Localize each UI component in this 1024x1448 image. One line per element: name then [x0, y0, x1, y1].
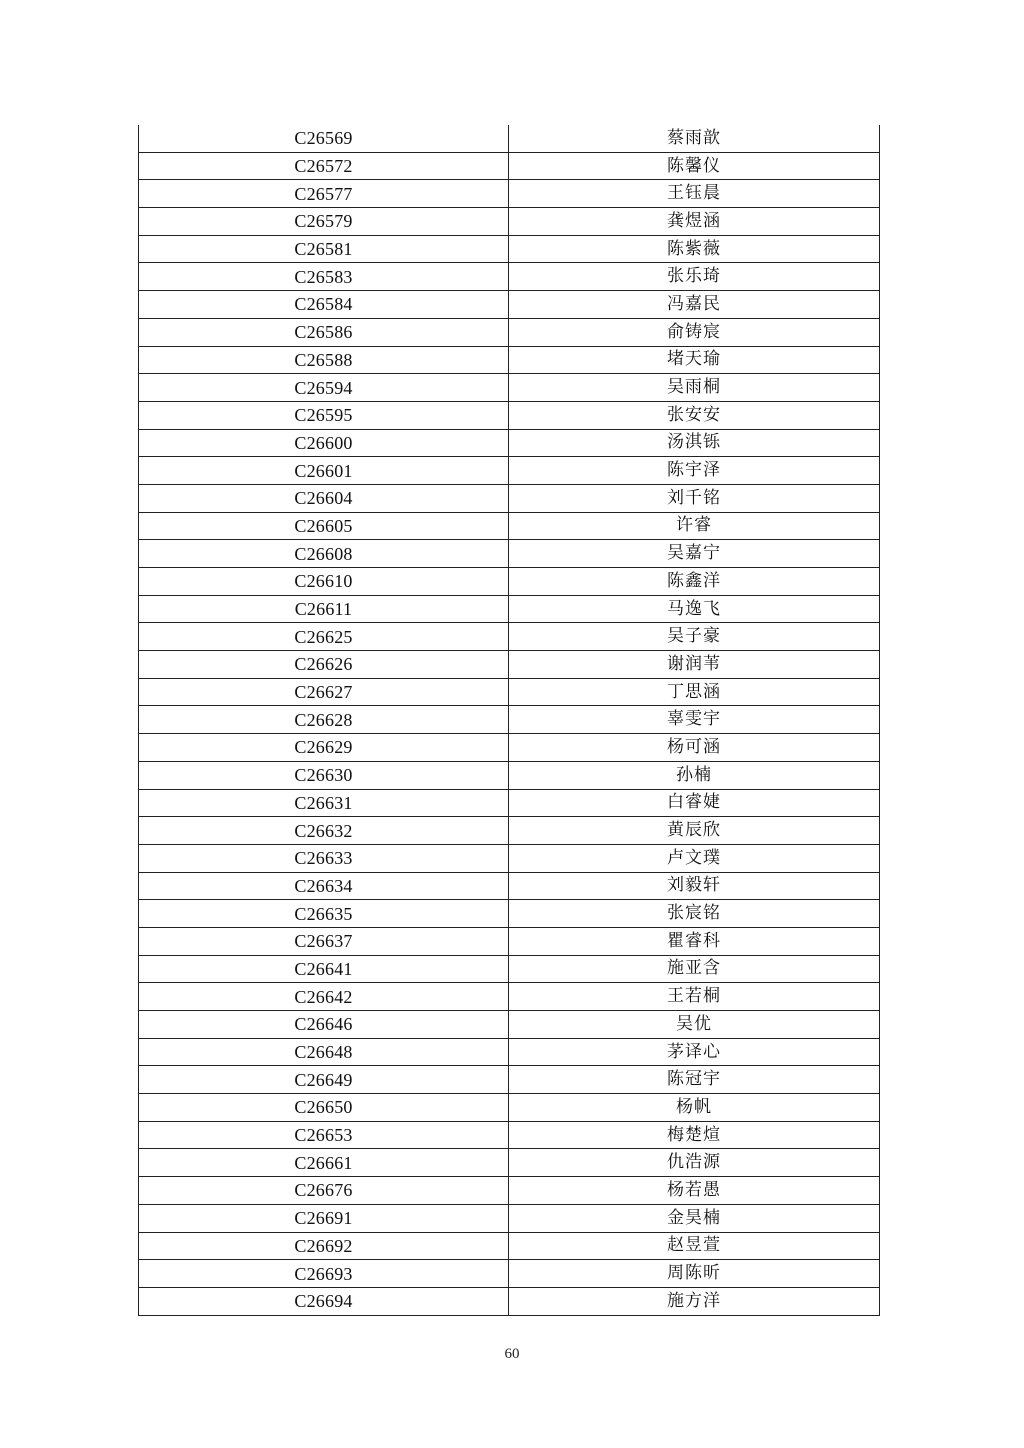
- candidate-id-cell: C26601: [139, 457, 509, 485]
- candidate-id-cell: C26579: [139, 208, 509, 236]
- candidate-name-cell: 黄辰欣: [509, 817, 880, 845]
- table-row: [139, 457, 880, 485]
- candidate-id-cell: C26577: [139, 180, 509, 208]
- candidate-name-cell: 张宸铭: [509, 900, 880, 928]
- candidate-id-cell: C26586: [139, 318, 509, 346]
- table-row: [139, 208, 880, 236]
- table-row: [139, 429, 880, 457]
- candidate-id-cell: C26694: [139, 1287, 509, 1315]
- table-row: [139, 761, 880, 789]
- roster-table-body: [139, 125, 880, 1315]
- candidate-id-cell: C26581: [139, 235, 509, 263]
- candidate-id-cell: C26646: [139, 1011, 509, 1039]
- candidate-name-cell: 瞿睿科: [509, 927, 880, 955]
- table-row: [139, 1204, 880, 1232]
- candidate-id-cell: C26594: [139, 374, 509, 402]
- candidate-name-cell: 俞铸宸: [509, 318, 880, 346]
- candidate-name-cell: 丁思涵: [509, 678, 880, 706]
- candidate-name-cell: 陈鑫洋: [509, 568, 880, 596]
- table-row: [139, 1094, 880, 1122]
- table-row: [139, 900, 880, 928]
- candidate-name-cell: 吴嘉宁: [509, 540, 880, 568]
- table-row: [139, 125, 880, 152]
- candidate-name-cell: 周陈昕: [509, 1260, 880, 1288]
- candidate-name-cell: 施方洋: [509, 1287, 880, 1315]
- table-row: [139, 540, 880, 568]
- roster-table: [138, 125, 880, 1316]
- candidate-id-cell: C26611: [139, 595, 509, 623]
- candidate-name-cell: 施亚含: [509, 955, 880, 983]
- candidate-name-cell: 梅楚煊: [509, 1121, 880, 1149]
- candidate-id-cell: C26635: [139, 900, 509, 928]
- candidate-name-cell: 金昊楠: [509, 1204, 880, 1232]
- candidate-id-cell: C26569: [139, 125, 509, 152]
- candidate-id-cell: C26634: [139, 872, 509, 900]
- candidate-id-cell: C26650: [139, 1094, 509, 1122]
- candidate-name-cell: 许睿: [509, 512, 880, 540]
- table-row: [139, 346, 880, 374]
- candidate-id-cell: C26632: [139, 817, 509, 845]
- candidate-id-cell: C26605: [139, 512, 509, 540]
- candidate-name-cell: 陈冠宇: [509, 1066, 880, 1094]
- candidate-name-cell: 汤淇铄: [509, 429, 880, 457]
- candidate-id-cell: C26626: [139, 651, 509, 679]
- table-row: [139, 401, 880, 429]
- candidate-id-cell: C26692: [139, 1232, 509, 1260]
- table-row: [139, 235, 880, 263]
- candidate-name-cell: 陈宇泽: [509, 457, 880, 485]
- candidate-name-cell: 吴优: [509, 1011, 880, 1039]
- table-row: [139, 1121, 880, 1149]
- candidate-name-cell: 孙楠: [509, 761, 880, 789]
- candidate-id-cell: C26637: [139, 927, 509, 955]
- table-row: [139, 844, 880, 872]
- candidate-name-cell: 白睿婕: [509, 789, 880, 817]
- candidate-name-cell: 龚煜涵: [509, 208, 880, 236]
- table-row: [139, 734, 880, 762]
- table-row: [139, 152, 880, 180]
- table-row: [139, 374, 880, 402]
- table-row: [139, 872, 880, 900]
- candidate-name-cell: 谢润苇: [509, 651, 880, 679]
- table-row: [139, 1011, 880, 1039]
- table-row: [139, 1177, 880, 1205]
- candidate-id-cell: C26642: [139, 983, 509, 1011]
- page-number: 60: [504, 1346, 520, 1362]
- table-row: [139, 291, 880, 319]
- candidate-name-cell: 王钰晨: [509, 180, 880, 208]
- candidate-id-cell: C26625: [139, 623, 509, 651]
- candidate-id-cell: C26693: [139, 1260, 509, 1288]
- candidate-id-cell: C26608: [139, 540, 509, 568]
- table-row: [139, 1260, 880, 1288]
- candidate-name-cell: 王若桐: [509, 983, 880, 1011]
- candidate-name-cell: 赵昱萱: [509, 1232, 880, 1260]
- table-row: [139, 318, 880, 346]
- table-row: [139, 484, 880, 512]
- table-row: [139, 789, 880, 817]
- table-row: [139, 817, 880, 845]
- table-row: [139, 568, 880, 596]
- candidate-name-cell: 张安安: [509, 401, 880, 429]
- candidate-id-cell: C26583: [139, 263, 509, 291]
- candidate-id-cell: C26572: [139, 152, 509, 180]
- candidate-name-cell: 辜雯宇: [509, 706, 880, 734]
- roster-table-container: [138, 125, 879, 1316]
- candidate-name-cell: 刘毅轩: [509, 872, 880, 900]
- candidate-name-cell: 陈馨仪: [509, 152, 880, 180]
- table-row: [139, 1149, 880, 1177]
- candidate-id-cell: C26653: [139, 1121, 509, 1149]
- candidate-id-cell: C26595: [139, 401, 509, 429]
- table-row: [139, 706, 880, 734]
- candidate-name-cell: 仇浩源: [509, 1149, 880, 1177]
- candidate-name-cell: 张乐琦: [509, 263, 880, 291]
- candidate-name-cell: 堵天瑜: [509, 346, 880, 374]
- candidate-id-cell: C26604: [139, 484, 509, 512]
- candidate-name-cell: 陈紫薇: [509, 235, 880, 263]
- table-row: [139, 1066, 880, 1094]
- candidate-name-cell: 杨可涵: [509, 734, 880, 762]
- table-row: [139, 955, 880, 983]
- candidate-id-cell: C26628: [139, 706, 509, 734]
- candidate-id-cell: C26600: [139, 429, 509, 457]
- table-row: [139, 678, 880, 706]
- candidate-name-cell: 马逸飞: [509, 595, 880, 623]
- candidate-id-cell: C26649: [139, 1066, 509, 1094]
- table-row: [139, 595, 880, 623]
- table-row: [139, 512, 880, 540]
- candidate-name-cell: 杨帆: [509, 1094, 880, 1122]
- table-row: [139, 651, 880, 679]
- candidate-id-cell: C26610: [139, 568, 509, 596]
- table-row: [139, 180, 880, 208]
- table-row: [139, 1287, 880, 1315]
- table-row: [139, 983, 880, 1011]
- candidate-name-cell: 吴雨桐: [509, 374, 880, 402]
- candidate-id-cell: C26641: [139, 955, 509, 983]
- candidate-name-cell: 吴子豪: [509, 623, 880, 651]
- table-row: [139, 263, 880, 291]
- candidate-id-cell: C26629: [139, 734, 509, 762]
- candidate-name-cell: 刘千铭: [509, 484, 880, 512]
- candidate-id-cell: C26584: [139, 291, 509, 319]
- candidate-id-cell: C26630: [139, 761, 509, 789]
- candidate-id-cell: C26631: [139, 789, 509, 817]
- candidate-id-cell: C26648: [139, 1038, 509, 1066]
- table-row: [139, 1038, 880, 1066]
- candidate-id-cell: C26633: [139, 844, 509, 872]
- candidate-id-cell: C26588: [139, 346, 509, 374]
- candidate-name-cell: 卢文璞: [509, 844, 880, 872]
- candidate-name-cell: 蔡雨歆: [509, 125, 880, 152]
- candidate-id-cell: C26676: [139, 1177, 509, 1205]
- candidate-id-cell: C26691: [139, 1204, 509, 1232]
- table-row: [139, 927, 880, 955]
- candidate-name-cell: 冯嘉民: [509, 291, 880, 319]
- table-row: [139, 1232, 880, 1260]
- table-row: [139, 623, 880, 651]
- candidate-name-cell: 杨若愚: [509, 1177, 880, 1205]
- candidate-id-cell: C26627: [139, 678, 509, 706]
- candidate-id-cell: C26661: [139, 1149, 509, 1177]
- candidate-name-cell: 茅译心: [509, 1038, 880, 1066]
